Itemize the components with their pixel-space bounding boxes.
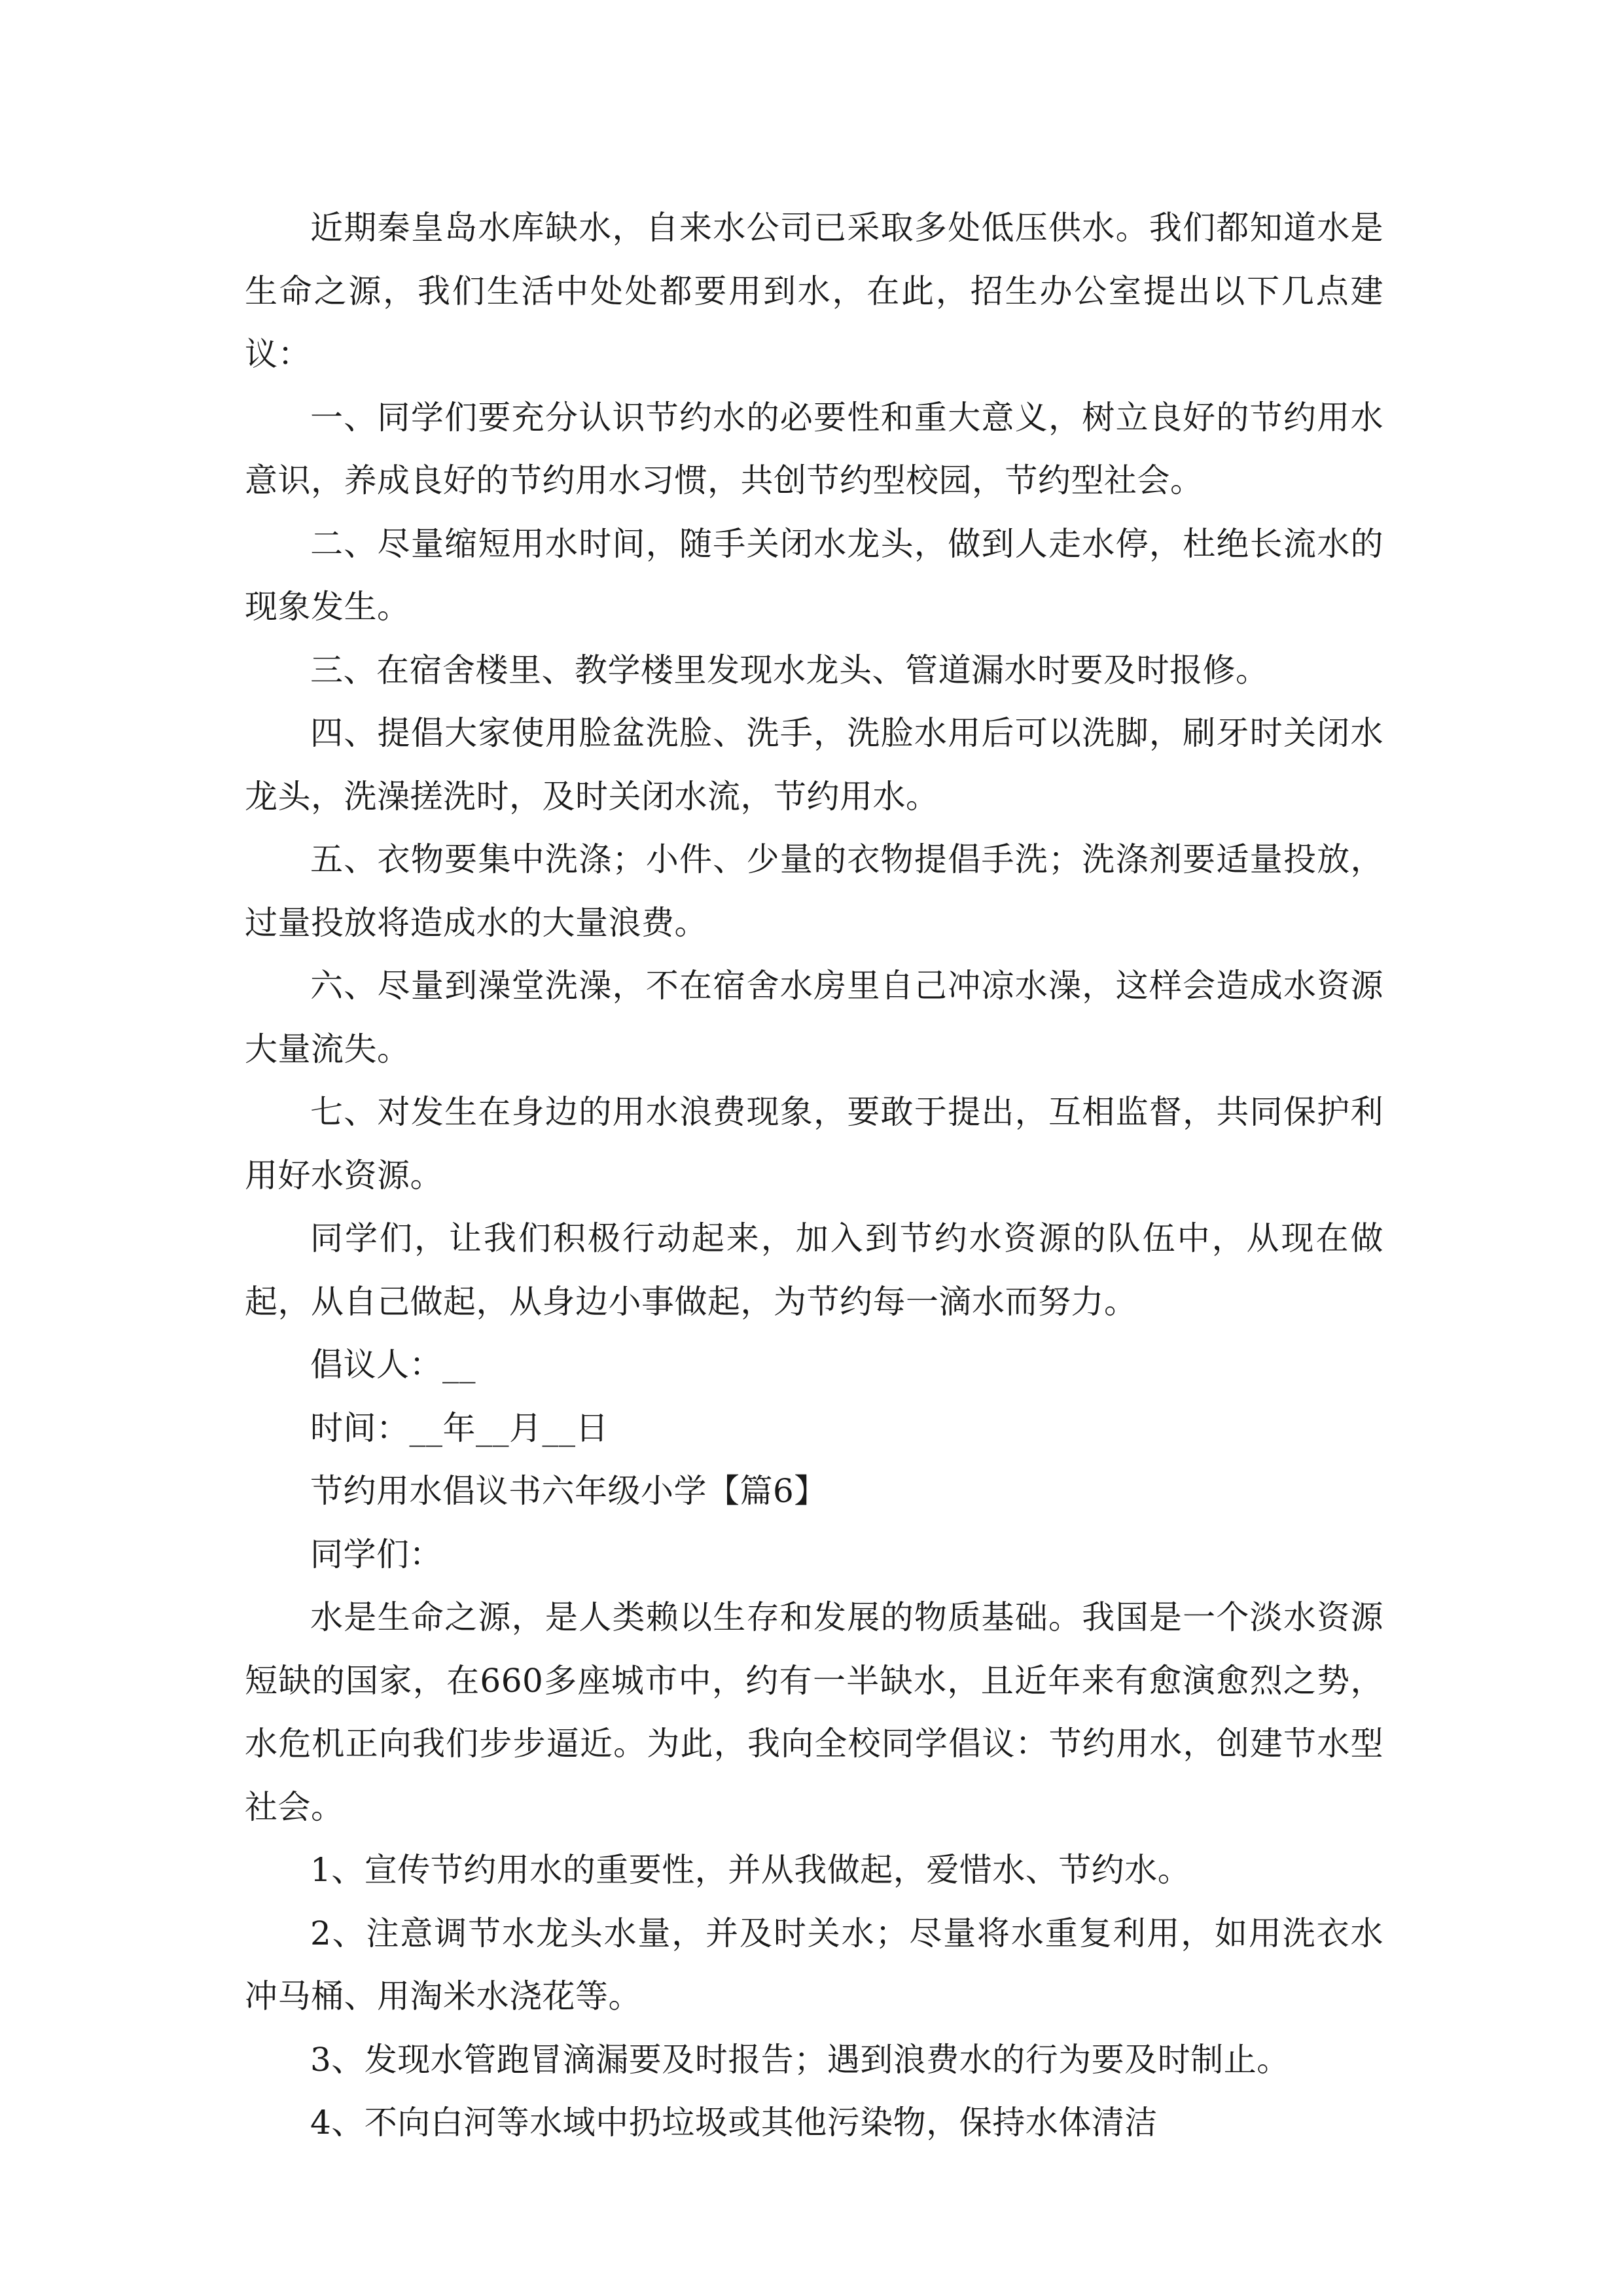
paragraph-intro: 近期秦皇岛水库缺水，自来水公司已采取多处低压供水。我们都知道水是生命之源，我们生活中处处都要用到水，在此，招生办公室提出以下几点建议：	[245, 209, 1383, 373]
document-body	[245, 196, 1383, 2155]
paragraph-item-7: 七、对发生在身边的用水浪费现象，要敢于提出，互相监督，共同保护利用好水资源。	[245, 1093, 1383, 1194]
salutation: 同学们：	[310, 1535, 442, 1573]
paragraph-section-intro: 水是生命之源，是人类赖以生存和发展的物质基础。我国是一个淡水资源短缺的国家，在660多座城市中，约有一半缺水，且近年来有愈演愈烈之势，水危机正向我们步步逼近。为此，我向全校同学倡议：节约用水，创建节水型社会。	[245, 1598, 1383, 1826]
paragraph-closing: 同学们，让我们积极行动起来，加入到节约水资源的队伍中，从现在做起，从自己做起，从身边小事做起，为节约每一滴水而努力。	[245, 1219, 1383, 1321]
signature-date: 时间：__年__月__日	[310, 1408, 609, 1447]
paragraph-item-3: 三、在宿舍楼里、教学楼里发现水龙头、管道漏水时要及时报修。	[310, 651, 1269, 689]
paragraph-item-6: 六、尽量到澡堂洗澡，不在宿舍水房里自己冲凉水澡，这样会造成水资源大量流失。	[245, 967, 1383, 1068]
paragraph-item-1: 一、同学们要充分认识节约水的必要性和重大意义，树立良好的节约用水意识，养成良好的节约用水习惯，共创节约型校园，节约型社会。	[245, 398, 1383, 499]
paragraph-point-4: 4、不向白河等水域中扔垃圾或其他污染物，保持水体清洁	[310, 2104, 1158, 2142]
paragraph-point-1: 1、宣传节约用水的重要性，并从我做起，爱惜水、节约水。	[310, 1851, 1191, 1889]
signature-proposer: 倡议人：__	[310, 1346, 476, 1384]
paragraph-item-2: 二、尽量缩短用水时间，随手关闭水龙头，做到人走水停，杜绝长流水的现象发生。	[245, 524, 1383, 626]
paragraph-item-5: 五、衣物要集中洗涤；小件、少量的衣物提倡手洗；洗涤剂要适量投放，过量投放将造成水的大量浪费。	[245, 840, 1383, 942]
paragraph-item-4: 四、提倡大家使用脸盆洗脸、洗手，洗脸水用后可以洗脚，刷牙时关闭水龙头，洗澡搓洗时，及时关闭水流，节约用水。	[245, 714, 1383, 816]
paragraph-point-2: 2、注意调节水龙头水量，并及时关水；尽量将水重复利用，如用洗衣水冲马桶、用淘米水浇花等。	[245, 1914, 1383, 2015]
paragraph-point-3: 3、发现水管跑冒滴漏要及时报告；遇到浪费水的行为要及时制止。	[310, 2040, 1290, 2079]
section-title: 节约用水倡议书六年级小学【篇6】	[310, 1472, 827, 1510]
